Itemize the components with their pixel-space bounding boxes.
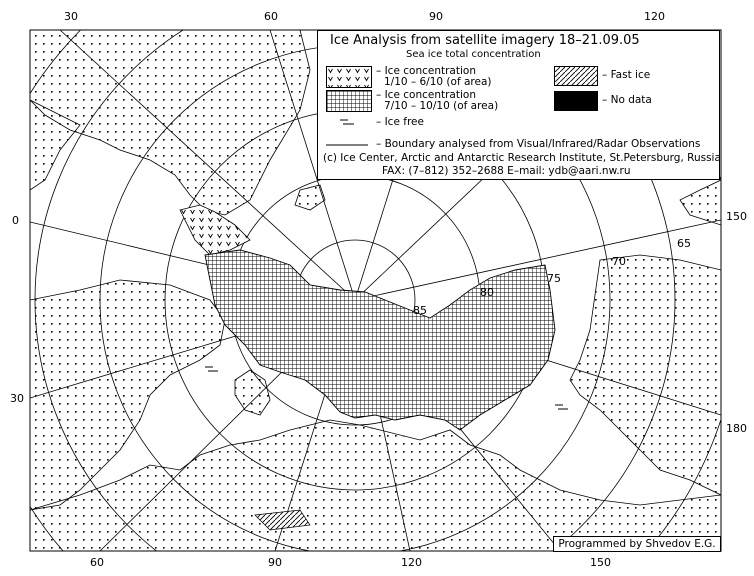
legend-high-line1: – Ice concentration — [376, 89, 476, 101]
lon-bottom-120: 120 — [401, 556, 422, 569]
lon-left-0: 0 — [12, 214, 19, 227]
swatch-boundary — [326, 143, 368, 147]
legend-fast-ice: – Fast ice — [602, 69, 651, 81]
lon-top-60: 60 — [264, 10, 278, 23]
lon-top-90: 90 — [429, 10, 443, 23]
legend-subtitle: Sea ice total concentration — [406, 49, 541, 60]
lon-left-30: 30 — [10, 392, 24, 405]
lat-label-80: 80 — [480, 286, 494, 299]
lon-bottom-60: 60 — [90, 556, 104, 569]
legend-boundary: – Boundary analysed from Visual/Infrared/Radar Observations — [376, 138, 701, 150]
legend-contact: FAX: (7–812) 352–2688 E–mail: ydb@aari.nw.ru — [382, 165, 631, 177]
lat-label-75: 75 — [547, 272, 561, 285]
swatch-high-concentration — [326, 90, 372, 112]
swatch-low-concentration — [326, 66, 372, 88]
legend-no-data: – No data — [602, 94, 652, 106]
lon-top-30: 30 — [64, 10, 78, 23]
lon-right-180: 180 — [726, 422, 747, 435]
lon-bottom-150: 150 — [590, 556, 611, 569]
legend-ice-free: – Ice free — [376, 116, 424, 128]
lat-label-85: 85 — [413, 304, 427, 317]
lon-top-120: 120 — [644, 10, 665, 23]
lon-right-150: 150 — [726, 210, 747, 223]
swatch-ice-free — [338, 117, 358, 127]
lon-bottom-90: 90 — [268, 556, 282, 569]
swatch-no-data — [554, 91, 598, 111]
legend-low-line2: 1/10 – 6/10 (of area) — [384, 76, 492, 88]
legend-low-line1: – Ice concentration — [376, 65, 476, 77]
credit-box: Programmed by Shvedov E.G. — [553, 536, 721, 552]
lat-label-65: 65 — [677, 237, 691, 250]
legend-box — [317, 30, 720, 180]
swatch-fast-ice — [554, 66, 598, 86]
legend-title: Ice Analysis from satellite imagery 18–21.09.05 — [330, 33, 640, 48]
lat-label-70: 70 — [612, 255, 626, 268]
legend-high-line2: 7/10 – 10/10 (of area) — [384, 100, 499, 112]
legend-org: (c) Ice Center, Arctic and Antarctic Research Institute, St.Petersburg, Russia — [323, 152, 721, 164]
